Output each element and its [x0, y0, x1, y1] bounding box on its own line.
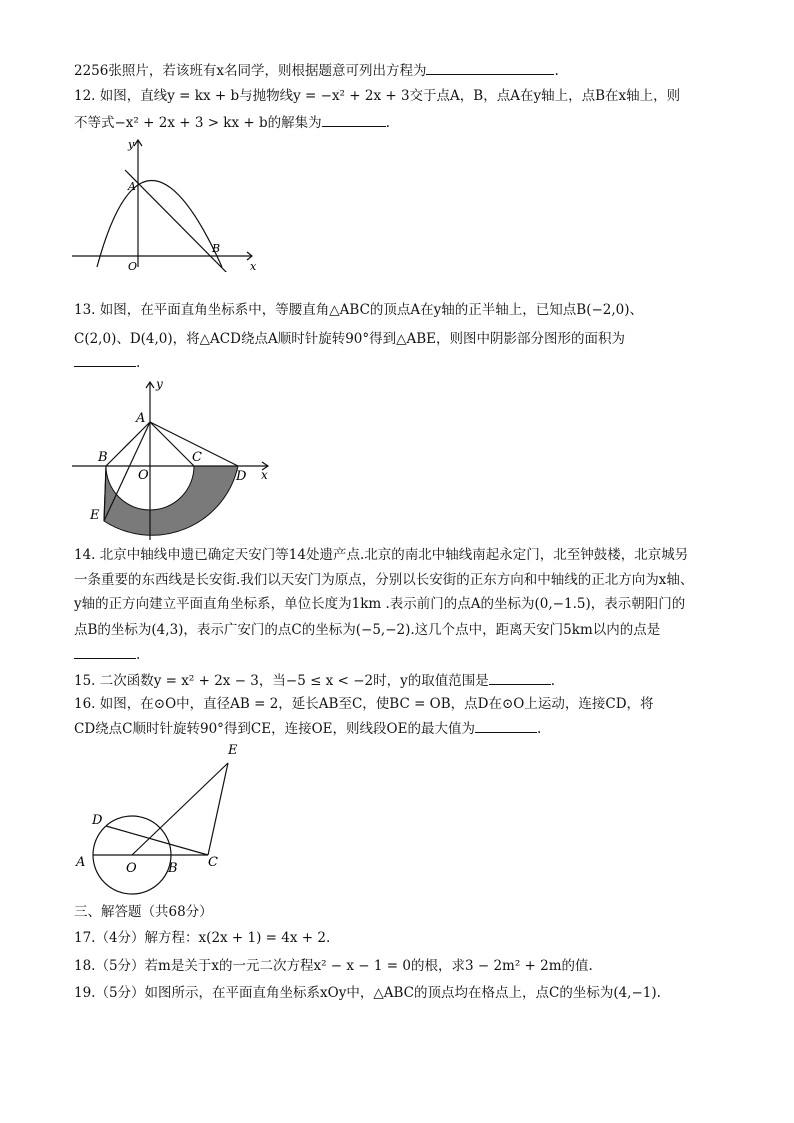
question-17: 17.（4分）解方程：x(2x + 1) = 4x + 2.	[74, 930, 331, 946]
point-a-label: A	[128, 180, 136, 193]
text-line	[74, 86, 680, 106]
figure-16	[72, 738, 252, 898]
text-line: CD绕点C顺时针旋转90°得到CE，连接OE，则线段OE的最大值为 .	[74, 718, 541, 739]
text-line	[74, 570, 693, 590]
point-o-label: O	[126, 861, 137, 876]
origin-label: O	[128, 260, 138, 272]
question-14: 14. 北京中轴线申遗已确定天安门等14处遗产点.北京的南北中轴线南起永定门，北至钟鼓楼，北京城另	[74, 547, 689, 563]
line-text: y轴的正方向建立平面直角坐标系，单位长度为1km .表示前门的点A的坐标为(0,−1.5)，表示朝阳门的	[74, 596, 686, 612]
figure-13	[72, 378, 277, 543]
text-line	[74, 300, 643, 320]
point-c-label: C	[192, 450, 202, 465]
question-13: 13. 如图，在平面直角坐标系中，等腰直角△ABC的顶点A在y轴的正半轴上，已知点B(−2,0)、	[74, 302, 644, 318]
line-text: 点B的坐标为(4,3)，表示广安门的点C的坐标为(−5,−2).这几个点中，距离天安门5km以内的点是	[74, 622, 661, 638]
point-d-label: D	[92, 813, 103, 828]
text-line	[74, 983, 661, 1003]
text-line: 15. 二次函数y = x² + 2x − 3，当−5 ≤ x < −2时，y的取值范围是 .	[74, 670, 555, 691]
point-c-label: C	[208, 855, 218, 870]
x-label: x	[250, 260, 257, 272]
line-text: 一条重要的东西线是长安街.我们以天安门为原点，分别以长安街的正东方向和中轴线的正北方向为x轴、	[74, 572, 694, 588]
origin-label: O	[138, 468, 149, 483]
question-18: 18.（5分）若m是关于x的一元二次方程x² − x − 1 = 0的根，求3 − 2m² + 2m的值.	[74, 958, 593, 974]
question-12: 12. 如图，直线y = kx + b与抛物线y = −x² + 2x + 3交于点A，B，点A在y轴上，点B在x轴上，则	[74, 88, 681, 104]
y-label: y	[128, 138, 135, 151]
text-line	[74, 594, 685, 614]
line-oe	[132, 763, 228, 855]
point-a-label: A	[136, 411, 146, 426]
x-label: x	[261, 468, 268, 482]
line-text: CD绕点C顺时针旋转90°得到CE，连接OE，则线段OE的最大值为	[74, 721, 475, 737]
answer-blank[interactable]	[74, 352, 136, 367]
text-line: 2256张照片，若该班有x名同学，则根据题意可列出方程为 .	[74, 60, 559, 81]
answer-blank[interactable]	[322, 112, 386, 127]
point-a-label: A	[76, 855, 86, 870]
text-line	[74, 545, 688, 565]
line-text: 不等式−x² + 2x + 3 > kx + b的解集为	[74, 115, 322, 131]
line-text: 2256张照片，若该班有x名同学，则根据题意可列出方程为	[74, 63, 427, 79]
figure-12	[72, 132, 262, 272]
point-e-label: E	[228, 743, 238, 758]
text-line: .	[74, 644, 140, 665]
line-text: C(2,0)、D(4,0)，将△ACD绕点A顺时针旋转90°得到△ABE，则图中阴影部分图形的面积为	[74, 331, 626, 347]
answer-blank[interactable]	[426, 60, 554, 75]
point-b-label: B	[212, 242, 221, 255]
text-line	[74, 956, 593, 976]
answer-blank[interactable]	[489, 670, 551, 685]
point-d-label: D	[236, 469, 247, 484]
text-line	[74, 694, 654, 714]
point-e-label: E	[90, 508, 100, 523]
section-heading: 三、解答题（共68分）	[74, 904, 213, 920]
parabola	[97, 181, 222, 268]
text-line	[74, 329, 625, 349]
question-16: 16. 如图，在⊙O中，直径AB = 2，延长AB至C，使BC = OB，点D在⊙O上运动，连接CD，将	[74, 696, 654, 712]
y-label: y	[156, 378, 163, 391]
point-b-label: B	[168, 861, 178, 876]
question-19: 19.（5分）如图所示，在平面直角坐标系xOy中，△ABC的顶点均在格点上，点C的坐标为(4,−1).	[74, 985, 661, 1001]
text-line	[74, 928, 330, 948]
answer-blank[interactable]	[74, 644, 136, 659]
text-line: 不等式−x² + 2x + 3 > kx + b的解集为 .	[74, 112, 390, 133]
text-line: .	[74, 352, 140, 373]
line-ab	[125, 170, 238, 272]
answer-blank[interactable]	[475, 718, 537, 733]
text-line	[74, 620, 660, 640]
question-15: 15. 二次函数y = x² + 2x − 3，当−5 ≤ x < −2时，y的取值范围是	[74, 673, 489, 689]
line-ce	[208, 763, 228, 855]
point-b-label: B	[98, 450, 108, 465]
